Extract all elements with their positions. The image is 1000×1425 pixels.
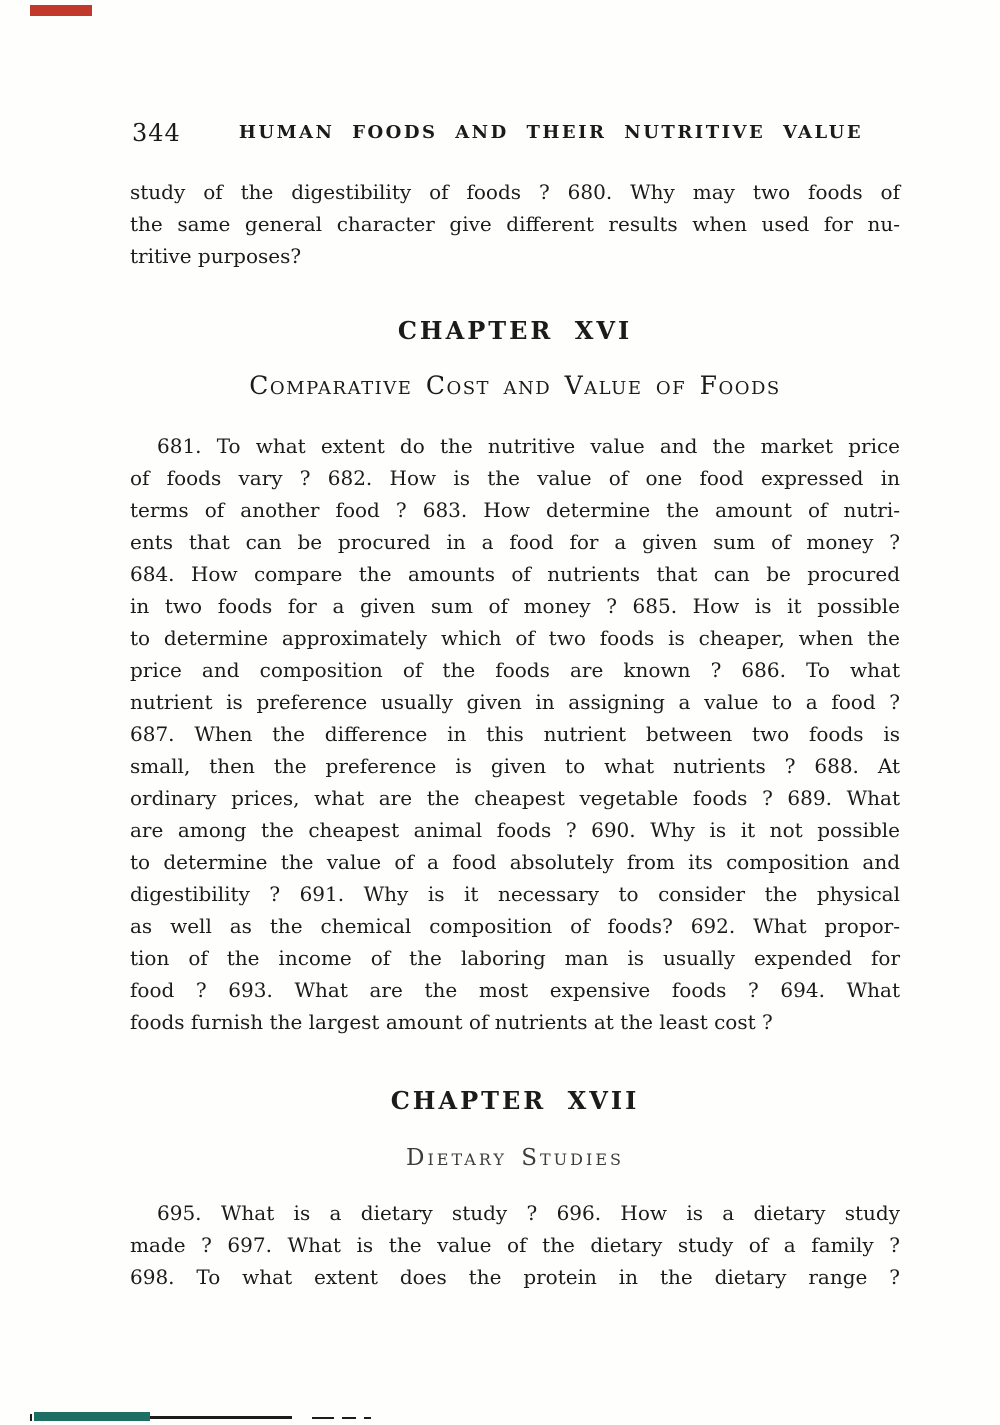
text-line: 695. What is a dietary study ? 696. How is a dietary study [157,1201,900,1225]
text-line: 681. To what extent do the nutritive value and the market price [157,434,900,458]
ink-dash-mark [364,1417,371,1419]
text-line: 698. To what extent does the protein in the dietary range ? [130,1265,900,1289]
text-line: nutrient is preference usually given in assigning a value to a food ? [130,690,900,714]
ink-tick-mark [30,1414,32,1421]
text-line: as well as the chemical composition of foods? 692. What propor- [130,914,900,938]
chapter-xvi-subtitle: Comparative Cost and Value of Foods [249,371,781,400]
text-line: the same general character give different results when used for nu- [130,212,900,236]
text-line: tritive purposes? [130,244,302,268]
paragraph-continuation-679-680 [130,176,900,272]
ink-line-mark [150,1416,292,1419]
chapter-xvi-heading: CHAPTER XVI [397,316,633,345]
text-line: terms of another food ? 683. How determine the amount of nutri- [130,498,900,522]
page-number: 344 [132,119,181,147]
text-line: foods furnish the largest amount of nutrients at the least cost ? [130,1010,773,1034]
text-line: of foods vary ? 682. How is the value of one food expressed in [130,466,900,490]
text-line: 687. When the difference in this nutrient between two foods is [130,722,900,746]
chapter-xvii-heading: CHAPTER XVII [390,1086,640,1115]
ink-dash-mark [342,1417,356,1419]
ink-dash-mark [312,1417,334,1419]
running-head [130,118,900,148]
bottom-scan-mark [30,1412,430,1422]
text-line: made ? 697. What is the value of the dietary study of a family ? [130,1233,900,1257]
text-line: to determine approximately which of two foods is cheaper, when the [130,626,900,650]
text-line: in two foods for a given sum of money ? 685. How is it possible [130,594,900,618]
text-line: ordinary prices, what are the cheapest vegetable foods ? 689. What [130,786,900,810]
text-line: food ? 693. What are the most expensive foods ? 694. What [130,978,900,1002]
running-title: HUMAN FOODS AND THEIR NUTRITIVE VALUE [238,122,864,143]
paragraph-questions-695-698 [130,1197,900,1293]
text-line: small, then the preference is given to what nutrients ? 688. At [130,754,900,778]
text-line: to determine the value of a food absolutely from its composition and [130,850,900,874]
red-scan-mark [30,5,92,16]
page-content [130,0,900,1293]
text-line: are among the cheapest animal foods ? 690. Why is it not possible [130,818,900,842]
text-line: tion of the income of the laboring man is usually expended for [130,946,900,970]
text-line: 684. How compare the amounts of nutrients that can be procured [130,562,900,586]
text-line: ents that can be procured in a food for a given sum of money ? [130,530,900,554]
text-line: study of the digestibility of foods ? 680. Why may two foods of [130,180,900,204]
paragraph-questions-681-694 [130,430,900,1038]
text-line: price and composition of the foods are known ? 686. To what [130,658,900,682]
chapter-xvii-subtitle: Dietary Studies [406,1145,624,1171]
teal-scan-mark [34,1412,150,1421]
text-line: digestibility ? 691. Why is it necessary to consider the physical [130,882,900,906]
